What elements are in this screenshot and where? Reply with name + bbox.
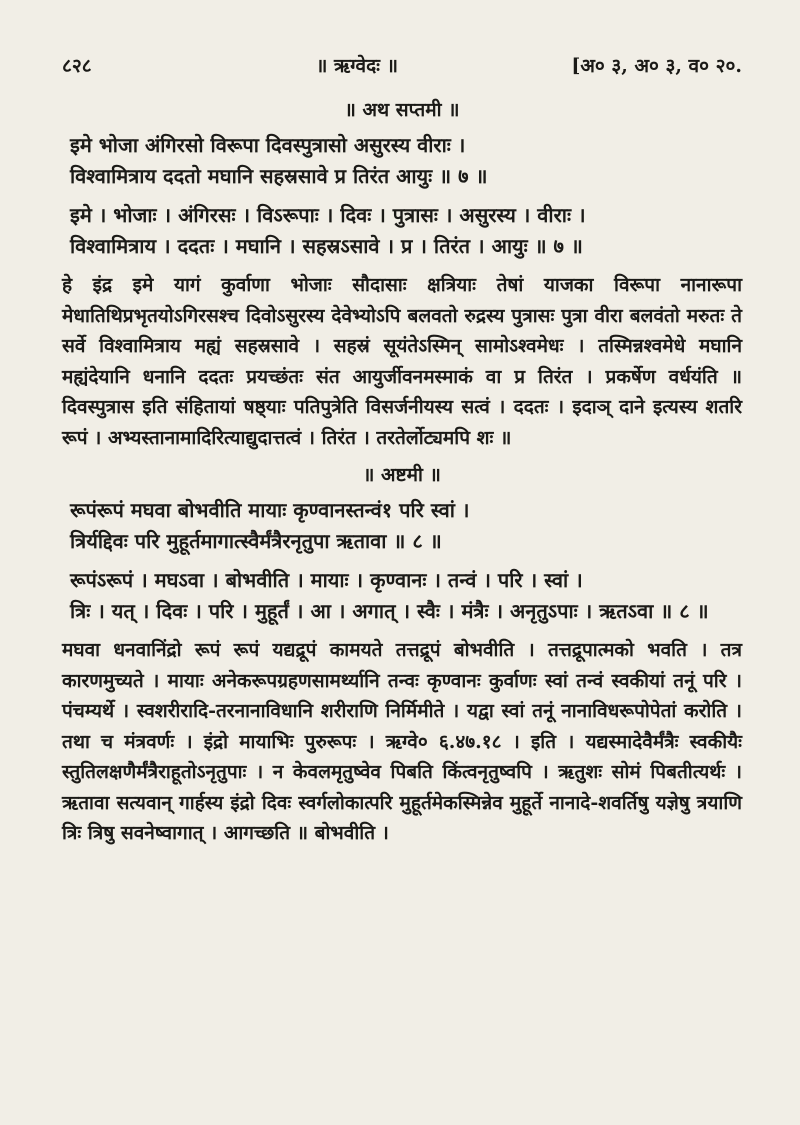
section-reference: [अ० ३, अ० ३, व० २०.: [571, 55, 742, 77]
scripture-page: [62, 52, 742, 1082]
verse-7-padapatha: [70, 200, 742, 262]
verse-7-heading: ॥ अथ सप्तमी ॥: [344, 99, 460, 121]
verse-line: इमे भोजा अंगिरसो विरूपा दिवस्पुत्रासो असुरस्य वीराः ।: [70, 133, 466, 157]
verse-8-commentary: मघवा धनवानिंद्रो रूपं रूपं यद्यद्रूपं कामयते तत्तद्रूपं बोभवीति । तत्तद्रूपात्मको भवति । तत्र कारणमुच्यते । मायाः अनेकरूपग्रहणसामर्थ्यानि तन्वः कृण्वानः कुर्वाणः स्वां तन्वं स्वकीयां तनूं परि । पंचम्यर्थे । स्वशरीरादि-तरनानाविधानि शरीराणि निर्मिमीते । यद्वा स्वां तनूं नानाविधरूपोपेतां करोति । तथा च मंत्रवर्णः । इंद्रो मायाभिः पुरुरूपः । ऋग्वे० ६.४७.१८ । इति । यद्यस्मादेवैर्मंत्रैः स्वकीयैः स्तुतिलक्षणैर्मंत्रैराहूतोऽनृतुपाः । न केवलमृतुष्वेव पिबति किंत्वनृतुष्वपि । ऋतुशः सोमं पिबतीत्यर्थः । ऋतावा सत्यवान् गार्हस्य इंद्रो दिवः स्वर्गलोकात्परि मुहूर्तमेकस्मिन्नेव मुहूर्ते नानादे-शवर्तिषु यज्ञेषु त्रयाणि त्रिः त्रिषु सवनेष्वागात् । आगच्छति ॥ बोभवीति ।: [62, 639, 742, 844]
verse-8-heading: ॥ अष्टमी ॥: [363, 464, 441, 486]
verse-7-samhita: [70, 130, 742, 192]
verse-8-samhita: [70, 495, 742, 557]
verse-7-commentary: हे इंद्र इमे यागं कुर्वाणा भोजाः सौदासाः क्षत्रियाः तेषां याजका विरूपा नानारूपा मेधातिथिप्रभृतयोऽगिरसश्च दिवोऽसुरस्य देवेभ्योऽपि बलवतो रुद्रस्य पुत्रासः पुत्रा वीरा बलवंतो मरुतः ते सर्वे विश्वामित्राय मह्यं सहस्रसावे । सहस्रं सूयंतेऽस्मिन् सामोऽश्वमेधः । तस्मिन्नश्वमेधे मघानि मह्यंदेयानि धनानि ददतः प्रयच्छंतः संत आयुर्जीवनमस्माकं वा प्र तिरंत । प्रकर्षेण वर्धयंति ॥ दिवस्पुत्रास इति संहितायां षष्ठ्याः पतिपुत्रेति विसर्जनीयस्य सत्वं । ददतः । इदाञ् दाने इत्यस्य शतरि रूपं । अभ्यस्तानामादिरित्याद्युदात्तत्वं । तिरंत । तरतेर्लोट्यमपि शः ॥: [62, 274, 742, 449]
verse-line: रूपंरूपं मघवा बोभवीति मायाः कृण्वानस्तन्वं१ परि स्वां ।: [70, 498, 470, 522]
verse-line: त्रिर्यद्दिवः परि मुहूर्तमागात्स्वैर्मंत्रैरनृतुपा ऋतावा ॥ ८ ॥: [70, 529, 442, 553]
pada-line: इमे । भोजाः । अंगिरसः । विऽरूपाः । दिवः । पुत्रासः । असुरस्य । वीराः ।: [70, 203, 586, 227]
page-number: ८२८: [62, 55, 92, 77]
page-header: [62, 52, 742, 78]
running-title: ॥ ऋग्वेदः ॥: [315, 55, 399, 77]
pada-line: विश्वामित्राय । ददतः । मघानि । सहस्रऽसावे । प्र । तिरंत । आयुः ॥ ७ ॥: [70, 234, 583, 258]
verse-8-padapatha: [70, 565, 742, 627]
pada-line: रूपंऽरूपं । मघऽवा । बोभवीति । मायाः । कृण्वानः । तन्वं । परि । स्वां ।: [70, 568, 583, 592]
pada-line: त्रिः । यत् । दिवः । परि । मुहूर्तं । आ । अगात् । स्वैः । मंत्रैः । अनृतुऽपाः । ऋतऽवा ॥ ८ ॥: [70, 599, 709, 623]
verse-line: विश्वामित्राय ददतो मघानि सहस्रसावे प्र तिरंत आयुः ॥ ७ ॥: [70, 164, 488, 188]
